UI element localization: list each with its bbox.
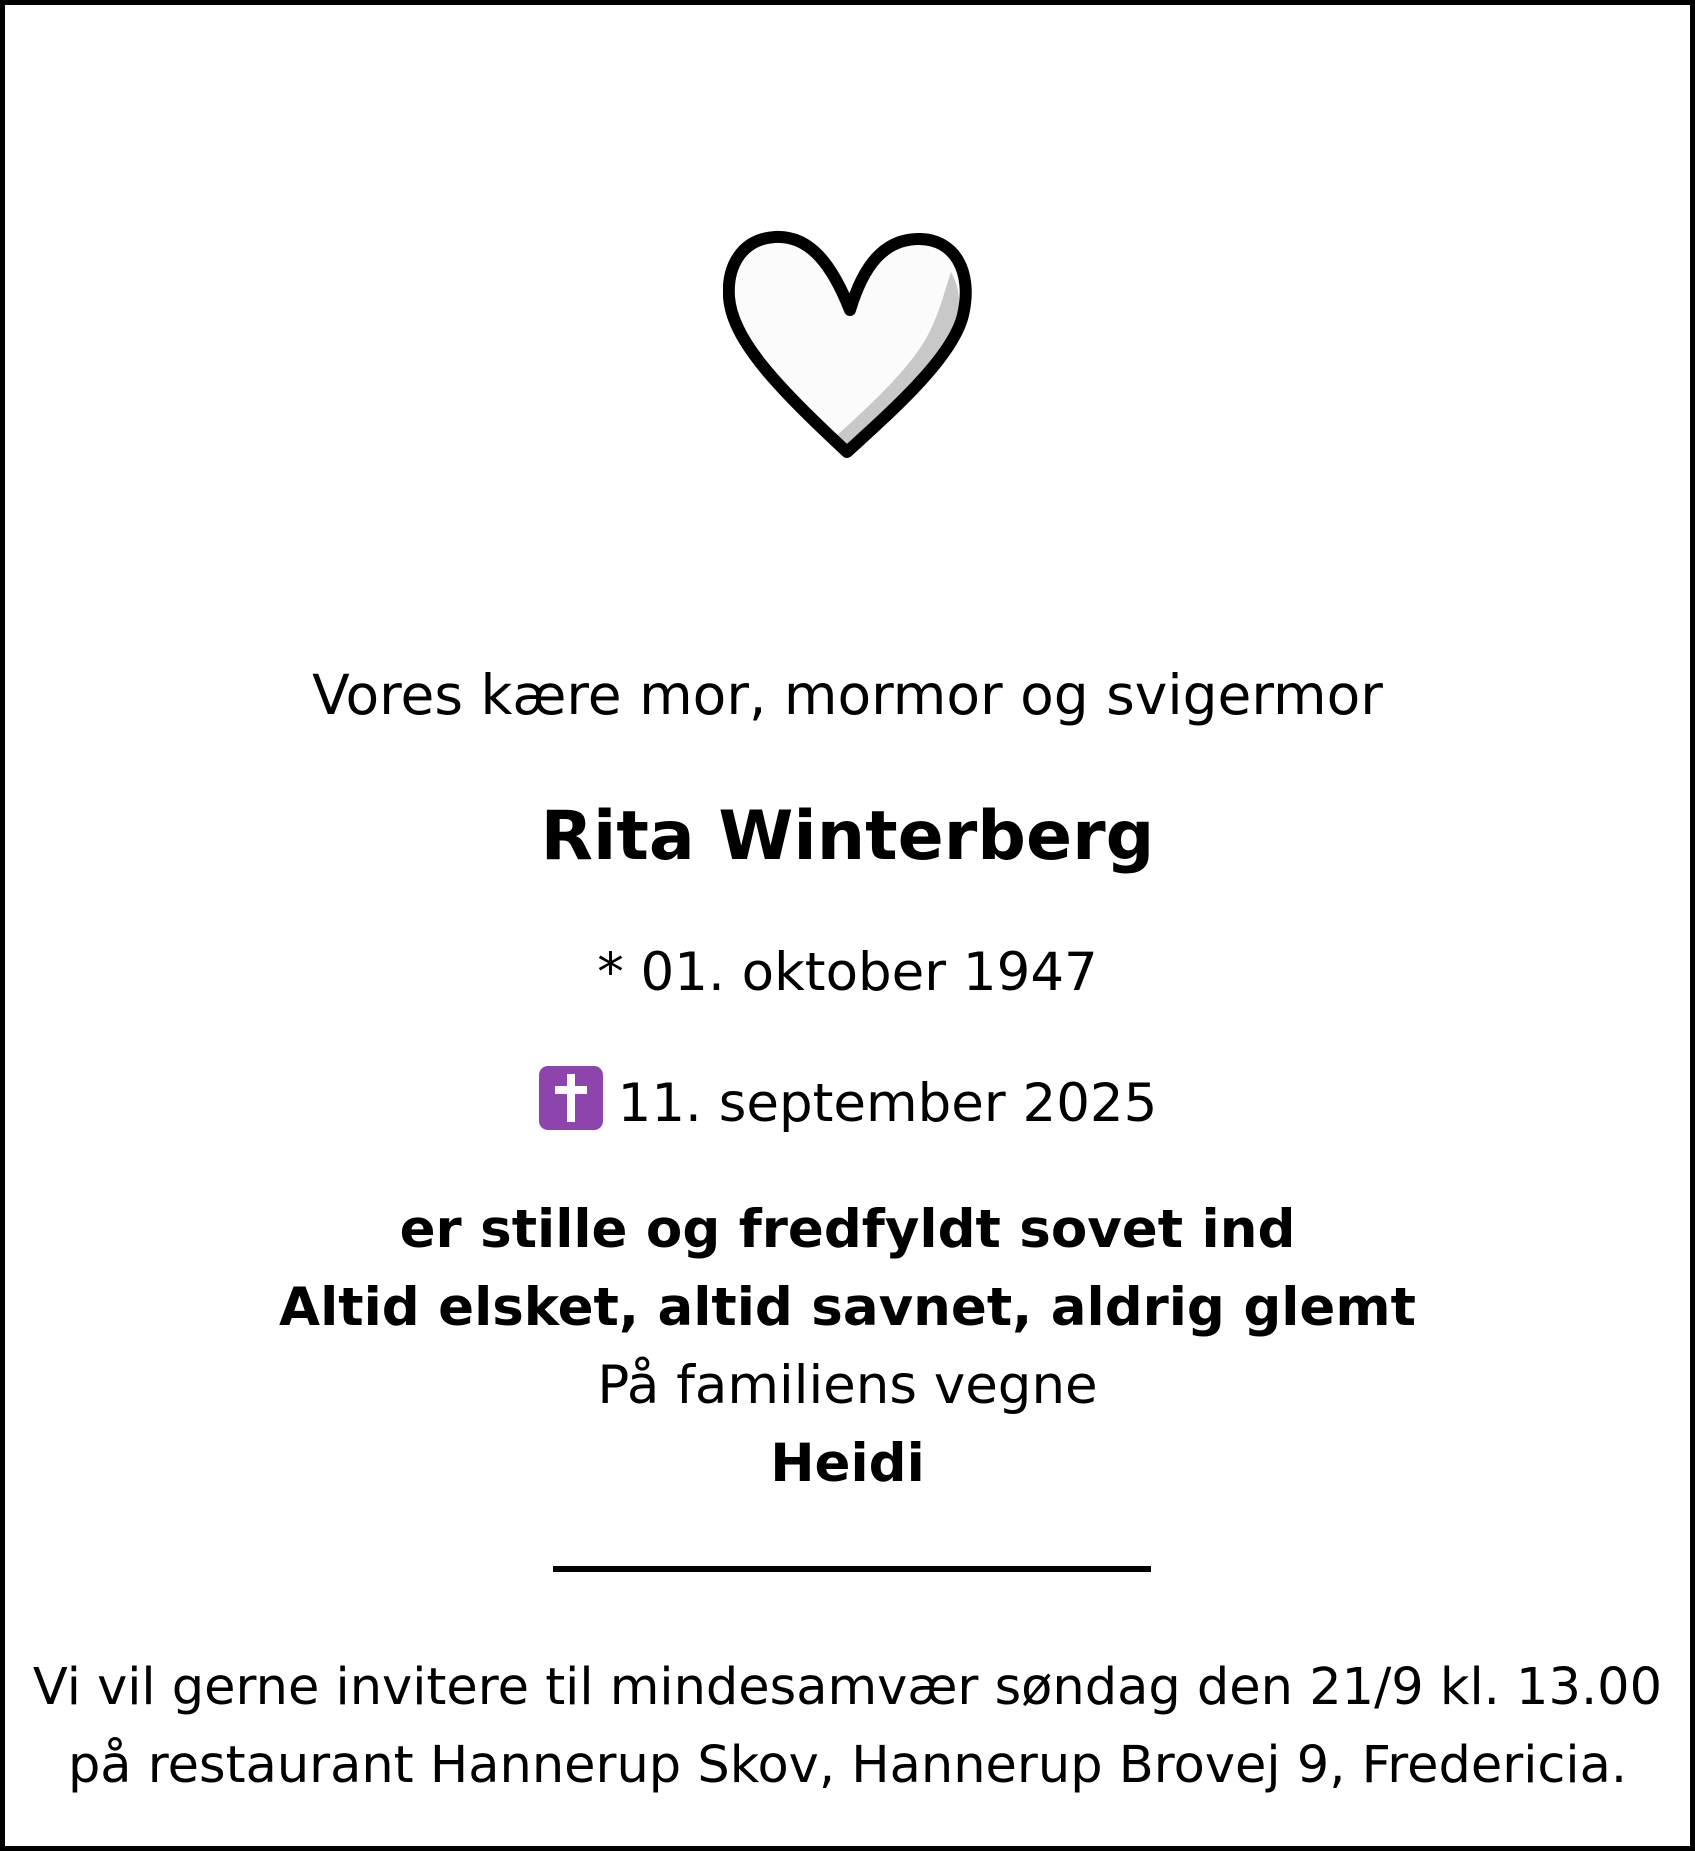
invitation-block (5, 1649, 1690, 1805)
birth-date: * 01. oktober 1947 (597, 942, 1098, 1003)
death-date: 11. september 2025 (617, 1073, 1158, 1134)
heart-icon (723, 227, 978, 459)
invitation-line-2: på restaurant Hannerup Skov, Hannerup Brovej 9, Fredericia. (67, 1736, 1628, 1795)
deceased-name: Rita Winterberg (540, 797, 1155, 876)
latin-cross-icon (538, 1065, 604, 1131)
message-line-sleep: er stille og fredfyldt sovet ind (399, 1199, 1296, 1260)
invitation-line-1: Vi vil gerne invitere til mindesamvær søndag den 21/9 kl. 13.00 (32, 1658, 1663, 1717)
intro-text: Vores kære mor, mormor og svigermor (312, 663, 1383, 727)
divider (553, 1566, 1151, 1572)
signatory-name: Heidi (770, 1433, 925, 1494)
message-block (5, 1191, 1690, 1503)
message-line-remembrance: Altid elsket, altid savnet, aldrig glemt (279, 1277, 1416, 1338)
death-date-row (5, 1065, 1690, 1139)
message-line-family: På familiens vegne (597, 1355, 1098, 1416)
